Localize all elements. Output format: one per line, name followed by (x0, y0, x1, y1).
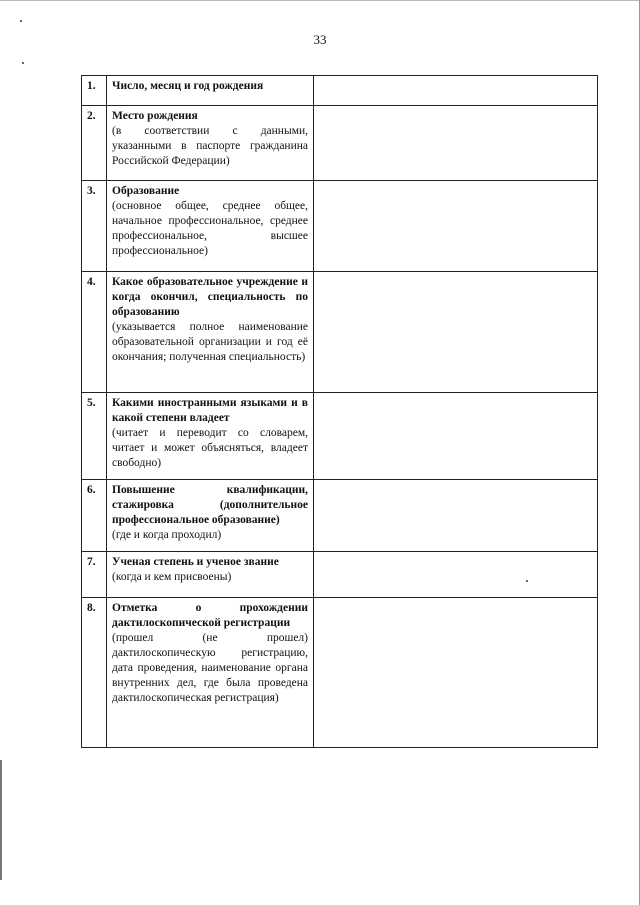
row-heading: Какое образовательное учреждение и когда окончил, специальность по образованию (112, 276, 308, 318)
row-heading: Образование (112, 185, 180, 197)
row-number: 8. (82, 598, 107, 748)
row-detail: (указывается полное наименование образовательной организации и год её окончания; полученная специальность) (112, 321, 308, 363)
page-top-edge (0, 0, 640, 1)
table-row (82, 181, 598, 272)
row-value-cell[interactable] (314, 106, 598, 181)
table-row (82, 393, 598, 480)
row-label (107, 480, 314, 552)
row-heading: Ученая степень и ученое звание (112, 556, 279, 568)
table-row (82, 552, 598, 598)
row-number: 6. (82, 480, 107, 552)
scan-speck (20, 20, 22, 22)
row-number: 5. (82, 393, 107, 480)
table-row (82, 480, 598, 552)
row-heading: Повышение квалификации, стажировка (дополнительное профессиональное образование) (112, 484, 308, 526)
row-number: 1. (82, 76, 107, 106)
row-label (107, 181, 314, 272)
row-value-cell[interactable] (314, 76, 598, 106)
page-number: 33 (313, 32, 327, 47)
row-heading: Число, месяц и год рождения (112, 80, 264, 92)
row-number: 3. (82, 181, 107, 272)
row-detail: (читает и переводит со словарем, читает и может объясняться, владеет свободно) (112, 427, 308, 469)
row-value-cell[interactable] (314, 272, 598, 393)
row-label (107, 598, 314, 748)
table-row (82, 272, 598, 393)
scan-speck (22, 62, 24, 64)
table-row (82, 76, 598, 106)
row-number: 7. (82, 552, 107, 598)
row-detail: (когда и кем присвоены) (112, 571, 232, 583)
row-heading: Место рождения (112, 110, 198, 122)
row-detail: (где и когда проходил) (112, 529, 222, 541)
row-label (107, 272, 314, 393)
row-detail: (основное общее, среднее общее, начальное профессиональное, среднее профессиональное, высшее профессиональное) (112, 200, 308, 257)
table-row (82, 106, 598, 181)
row-value-cell[interactable] (314, 480, 598, 552)
questionnaire-table (81, 75, 598, 748)
row-value-cell[interactable] (314, 181, 598, 272)
row-label (107, 552, 314, 598)
row-number: 2. (82, 106, 107, 181)
row-label (107, 393, 314, 480)
row-detail: (в соответствии с данными, указанными в паспорте гражданина Российской Федерации) (112, 125, 308, 167)
row-value-cell[interactable] (314, 598, 598, 748)
row-label (107, 106, 314, 181)
row-detail: (прошел (не прошел) дактилоскопическую регистрацию, дата проведения, наименование органа внутренних дел, где была проведена дактилоскопическая регистрация) (112, 632, 308, 704)
row-heading: Какими иностранными языками и в какой степени владеет (112, 397, 308, 424)
row-number: 4. (82, 272, 107, 393)
table-row (82, 598, 598, 748)
row-value-cell[interactable] (314, 552, 598, 598)
row-heading: Отметка о прохождении дактилоскопической регистрации (112, 602, 308, 629)
row-value-cell[interactable] (314, 393, 598, 480)
row-label (107, 76, 314, 106)
scan-edge-mark (0, 760, 2, 880)
